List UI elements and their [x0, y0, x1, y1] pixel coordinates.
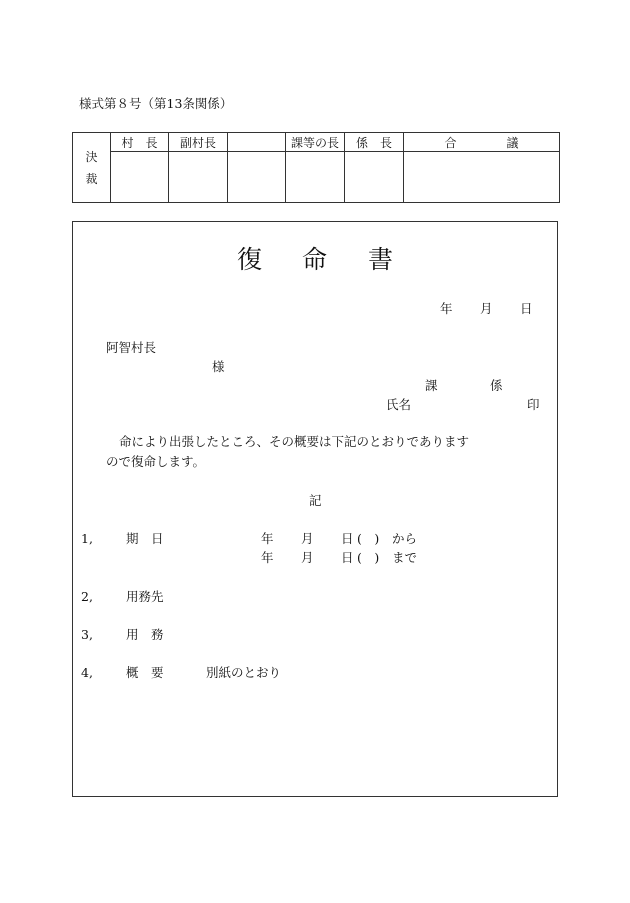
title-char-2: 命 [302, 245, 328, 274]
period-from-suffix: から [392, 531, 418, 546]
item-1-number: 1, [81, 531, 93, 546]
honorific: 様 [212, 359, 225, 374]
period-from-day: 日 [341, 531, 354, 546]
ki-heading: 記 [309, 493, 322, 508]
section-label: 課 [425, 378, 438, 393]
period-from-weekday: ( ) [357, 531, 380, 546]
gougi-char-1: 合 [444, 135, 457, 150]
date-year: 年 [440, 301, 453, 316]
staff-label: 係 [490, 378, 503, 393]
name-label: 氏名 [386, 397, 412, 412]
title-char-1: 復 [237, 245, 263, 274]
item-3-number: 3, [81, 627, 93, 642]
item-2-label: 用務先 [126, 589, 164, 604]
stamp-cell-blank[interactable] [228, 152, 286, 203]
period-to-year: 年 [261, 550, 274, 565]
kessai-label [73, 133, 111, 203]
body-line-1: 命により出張したところ、その概要は下記のとおりであります [119, 434, 470, 449]
item-2-number: 2, [81, 589, 93, 604]
stamp-cell-gougi[interactable] [404, 152, 560, 203]
item-1-label: 期 日 [126, 531, 164, 546]
date-month: 月 [480, 301, 493, 316]
header-blank [228, 133, 286, 152]
stamp-cell-sonchou[interactable] [111, 152, 169, 203]
item-4-label: 概 要 [126, 665, 164, 680]
period-from-year: 年 [261, 531, 274, 546]
kessai-char-1: 決 [85, 149, 98, 164]
period-to-weekday: ( ) [357, 550, 380, 565]
header-kachou: 課等の長 [286, 133, 345, 152]
stamp-cell-kachou[interactable] [286, 152, 345, 203]
approval-table [72, 132, 560, 203]
period-from-month: 月 [301, 531, 314, 546]
stamp-cell-kakarichou[interactable] [345, 152, 404, 203]
item-4-value: 別紙のとおり [206, 665, 282, 680]
period-to-suffix: まで [392, 550, 418, 565]
header-gougi [404, 133, 560, 152]
gougi-char-2: 議 [506, 135, 519, 150]
seal-mark: 印 [527, 397, 540, 412]
date-day: 日 [520, 301, 533, 316]
header-sonchou: 村 長 [111, 133, 169, 152]
period-to-day: 日 [341, 550, 354, 565]
title-char-3: 書 [368, 245, 394, 274]
item-3-label: 用 務 [126, 627, 164, 642]
header-fukusonchou: 副村長 [169, 133, 228, 152]
body-line-2: ので復命します。 [106, 454, 206, 469]
form-number: 様式第８号（第13条関係） [79, 96, 233, 111]
period-to-month: 月 [301, 550, 314, 565]
stamp-cell-fukusonchou[interactable] [169, 152, 228, 203]
kessai-char-2: 裁 [85, 171, 98, 186]
header-kakarichou: 係 長 [345, 133, 404, 152]
item-4-number: 4, [81, 665, 93, 680]
addressee: 阿智村長 [106, 340, 157, 355]
